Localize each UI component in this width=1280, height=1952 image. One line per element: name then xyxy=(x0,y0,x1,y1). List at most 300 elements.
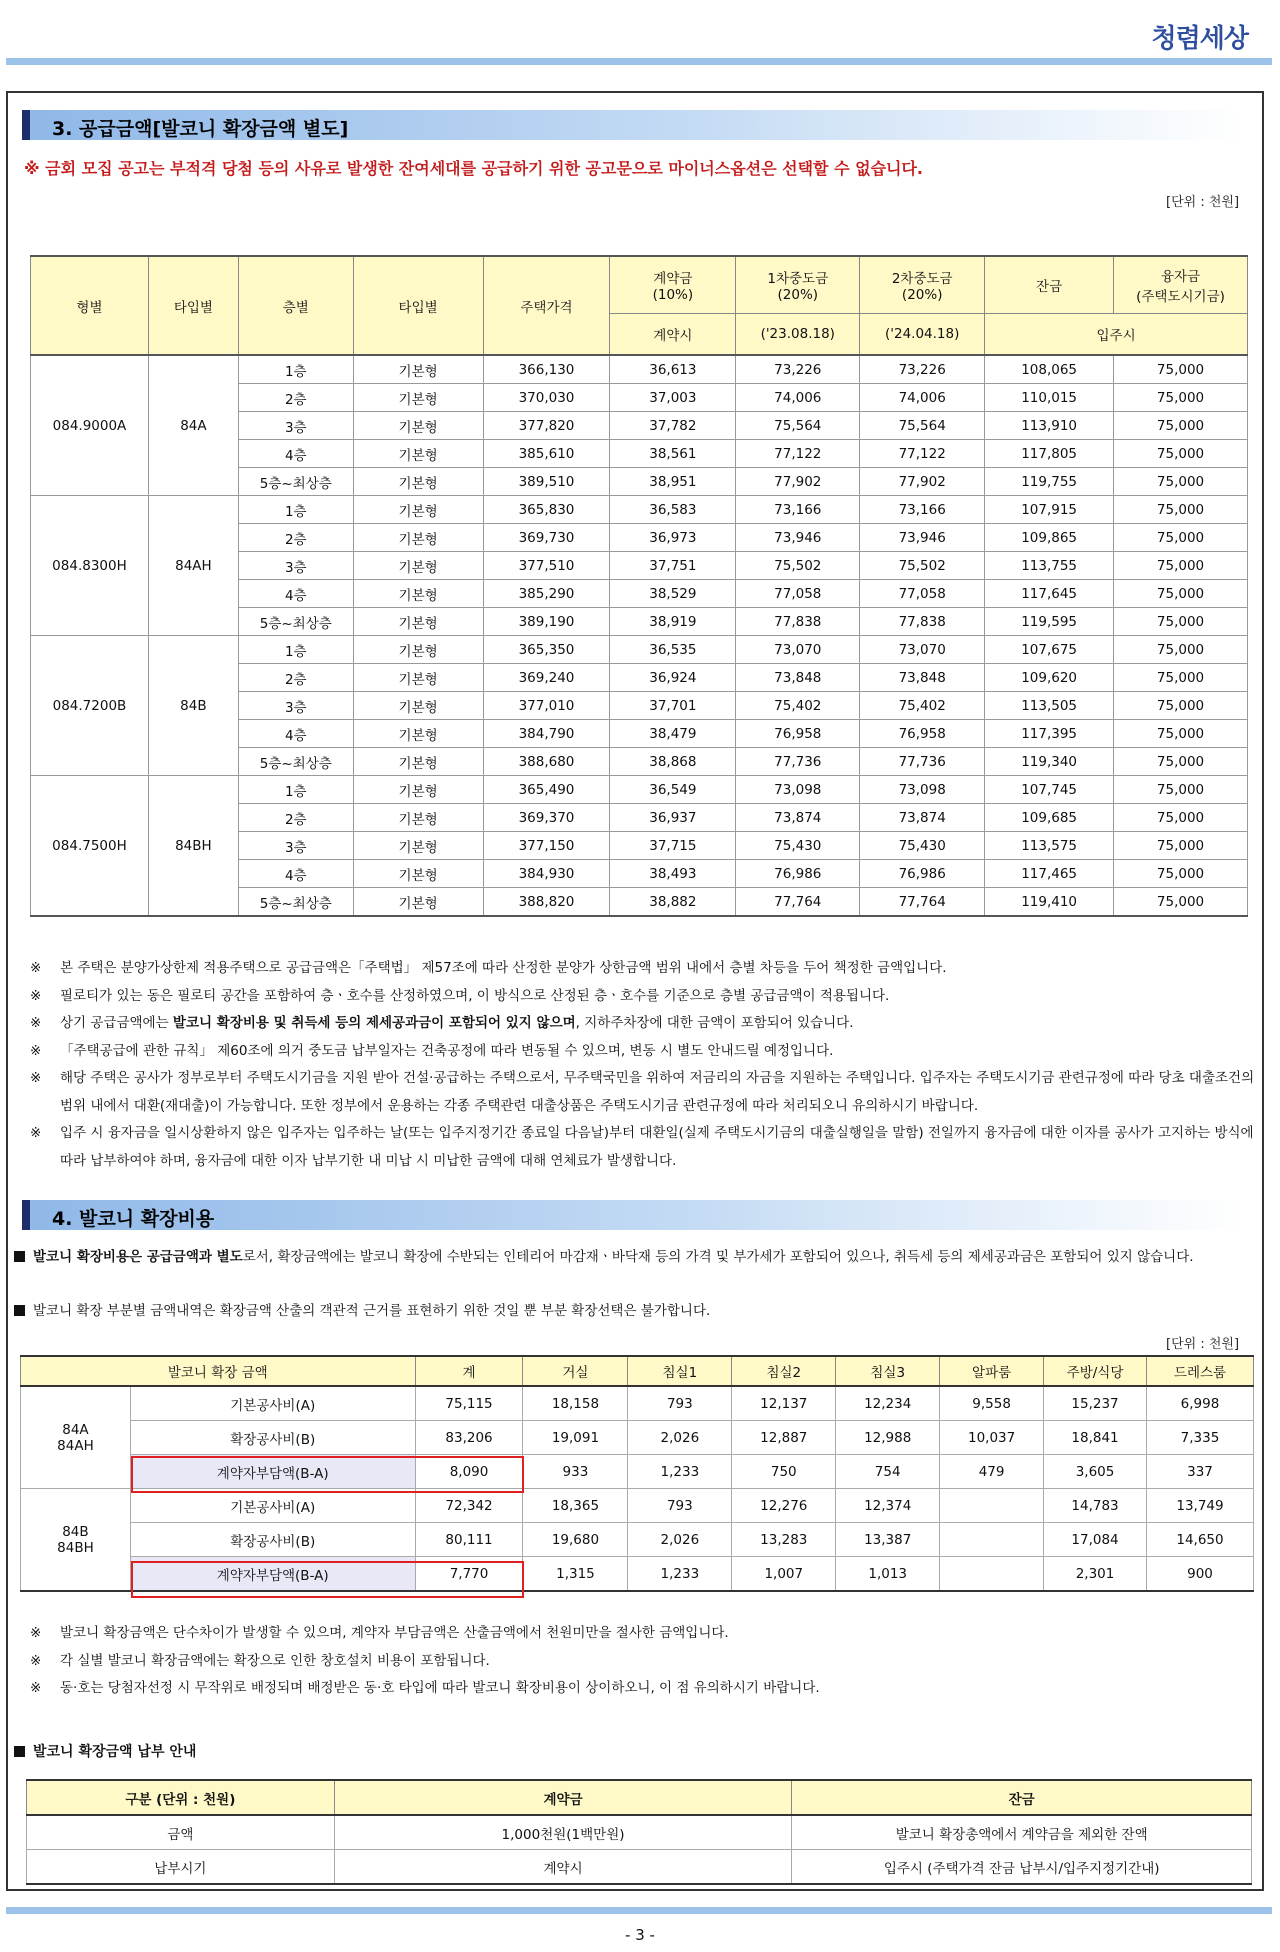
table-cell: 77,764 xyxy=(736,888,860,917)
table-cell: 389,190 xyxy=(483,608,610,636)
table-cell: 75,115 xyxy=(415,1386,523,1421)
type-cell: 84BH xyxy=(148,776,238,917)
balcony-col-header: 발코니 확장 금액 xyxy=(21,1356,416,1386)
table-cell: 73,226 xyxy=(860,355,985,384)
table-cell: 19,091 xyxy=(523,1421,628,1455)
table-cell xyxy=(940,1557,1044,1592)
note-text: 입주 시 융자금을 일시상환하지 않은 입주자는 입주하는 날(또는 입주지정기간 종료일 다음날)부터 대환일(실제 주택도시기금의 대출실행일을 말함) 전일까지 융자금에 대한 이자를 공사가 고지하는 방식에 따라 납부하여야 하며, 융자금에 대한 이자 납부기한 내 미납 시 미납한 금액에 대해 연체료가 발생합니다. xyxy=(60,1125,1254,1169)
table-cell: 38,493 xyxy=(610,860,736,888)
note-mark: ※ xyxy=(30,1652,42,1669)
note-text: 해당 주택은 공사가 정부로부터 주택도시기금을 지원 받아 건설·공급하는 주택으로서, 무주택국민을 위하여 저금리의 자금을 지원하는 주택입니다. 입주자는 주택도시기금 관련규정에 따라 당초 대출조건의 범위 내에서 대환(재대출)이 가능합니다. 또한 정부에서 운용하는 각종 주택관련 대출상품은 주택도시기금 관련규정에 따라 처리되오니 유의하시기 바랍니다. xyxy=(60,1070,1255,1114)
table-row xyxy=(21,1523,1254,1557)
note-item xyxy=(30,1120,1260,1175)
table-cell: 기본형 xyxy=(353,496,483,524)
table-cell: 75,502 xyxy=(860,552,985,580)
type-cell: 84AH xyxy=(148,496,238,636)
table-cell: 1층 xyxy=(238,496,353,524)
table-cell: 37,782 xyxy=(610,412,736,440)
unit-type-cell xyxy=(21,1489,131,1592)
table-cell: 109,620 xyxy=(985,664,1114,692)
balcony-bullet-2: 발코니 확장 부분별 금액내역은 확장금액 산출의 객관적 근거를 표현하기 위한 것일 뿐 부분 확장선택은 불가합니다. xyxy=(14,1298,1264,1325)
table-cell: 기본형 xyxy=(353,384,483,412)
table-cell: 73,848 xyxy=(860,664,985,692)
table-cell: 기본형 xyxy=(353,692,483,720)
table-cell: 2,301 xyxy=(1044,1557,1147,1592)
table-cell: 107,745 xyxy=(985,776,1114,804)
table-cell: 37,701 xyxy=(610,692,736,720)
table-cell: 366,130 xyxy=(483,355,610,384)
table-cell: 83,206 xyxy=(415,1421,523,1455)
payment-guide-table xyxy=(26,1779,1252,1885)
table-cell: 385,610 xyxy=(483,440,610,468)
balcony-cost-table xyxy=(20,1355,1254,1592)
table-cell: 확장공사비(B) xyxy=(130,1421,415,1455)
table-cell: 5층~최상층 xyxy=(238,608,353,636)
logo xyxy=(1152,18,1248,55)
table-cell: 확장공사비(B) xyxy=(130,1523,415,1557)
table-cell: 기본형 xyxy=(353,636,483,664)
table-cell: 750 xyxy=(732,1455,836,1489)
table-cell: 2,026 xyxy=(628,1421,732,1455)
balcony-cost-rows xyxy=(21,1386,1254,1591)
bullet-square-icon xyxy=(14,1746,25,1757)
table-cell: 기본형 xyxy=(353,580,483,608)
type-cell: 84B xyxy=(148,636,238,776)
table-cell: 38,868 xyxy=(610,748,736,776)
table-cell: 337 xyxy=(1147,1455,1254,1489)
table-cell: 75,000 xyxy=(1114,860,1248,888)
table-cell: 38,529 xyxy=(610,580,736,608)
note-text: , 지하주차장에 대한 금액이 포함되어 있습니다. xyxy=(575,1015,854,1031)
table-cell: 1,007 xyxy=(732,1557,836,1592)
note-mark: ※ xyxy=(30,1015,42,1031)
table-cell: 73,166 xyxy=(736,496,860,524)
table-cell: 77,122 xyxy=(860,440,985,468)
table-cell: 36,535 xyxy=(610,636,736,664)
table-cell: 12,276 xyxy=(732,1489,836,1523)
col-model: 형별 xyxy=(31,256,149,355)
table-cell: 1층 xyxy=(238,776,353,804)
table-cell: 1층 xyxy=(238,355,353,384)
table-cell: 76,986 xyxy=(860,860,985,888)
table-cell: 77,736 xyxy=(736,748,860,776)
table-cell: 75,430 xyxy=(736,832,860,860)
table-cell: 1,233 xyxy=(628,1557,732,1592)
table-cell: 납부시기 xyxy=(27,1850,335,1885)
table-cell: 8,090 xyxy=(415,1455,523,1489)
note-text: 동·호는 당첨자선정 시 무작위로 배정되며 배정받은 동·호 타입에 따라 발코니 확장비용이 상이하오니, 이 점 유의하시기 바랍니다. xyxy=(60,1680,820,1696)
table-cell: 75,000 xyxy=(1114,524,1248,552)
table-cell: 4층 xyxy=(238,860,353,888)
note-mark: ※ xyxy=(30,1042,42,1059)
table-cell: 117,395 xyxy=(985,720,1114,748)
table-cell: 75,502 xyxy=(736,552,860,580)
note-mark: ※ xyxy=(30,960,42,976)
section4-title: 4. 발코니 확장비용 xyxy=(52,1208,215,1230)
table-cell: 2층 xyxy=(238,384,353,412)
table-row xyxy=(31,355,1248,384)
table-cell xyxy=(940,1523,1044,1557)
table-cell: 기본형 xyxy=(353,412,483,440)
table-cell: 117,805 xyxy=(985,440,1114,468)
table-cell: 77,902 xyxy=(736,468,860,496)
table-cell: 75,000 xyxy=(1114,384,1248,412)
table-cell: 36,549 xyxy=(610,776,736,804)
note-item xyxy=(30,1675,1260,1703)
table-cell: 금액 xyxy=(27,1815,335,1850)
table-cell: 기본형 xyxy=(353,524,483,552)
balcony-col-header: 침실3 xyxy=(836,1356,940,1386)
table-cell: 75,000 xyxy=(1114,636,1248,664)
table-cell: 75,000 xyxy=(1114,720,1248,748)
table-row xyxy=(21,1455,1254,1489)
note-text: 본 주택은 분양가상한제 적용주택으로 공급금액은「주택법」 제57조에 따라 산정한 분양가 상한금액 범위 내에서 층별 차등을 두어 책정한 금액입니다. xyxy=(60,960,947,976)
table-cell: 1,233 xyxy=(628,1455,732,1489)
table-cell: 377,010 xyxy=(483,692,610,720)
table-cell: 13,283 xyxy=(732,1523,836,1557)
table-cell: 4층 xyxy=(238,720,353,748)
col-kind: 타입별 xyxy=(353,256,483,355)
note-item xyxy=(30,1065,1260,1120)
table-cell: 3,605 xyxy=(1044,1455,1147,1489)
note-text: 발코니 확장금액은 단수차이가 발생할 수 있으며, 계약자 부담금액은 산출금액에서 천원미만을 절사한 금액입니다. xyxy=(60,1625,729,1641)
table-cell: 3층 xyxy=(238,692,353,720)
table-cell: 2층 xyxy=(238,664,353,692)
balcony-col-header: 계 xyxy=(415,1356,523,1386)
table-cell: 13,387 xyxy=(836,1523,940,1557)
note-mark: ※ xyxy=(30,1070,42,1086)
table-cell: 3층 xyxy=(238,412,353,440)
table-cell: 900 xyxy=(1147,1557,1254,1592)
table-row xyxy=(21,1557,1254,1592)
type-cell: 84A xyxy=(148,355,238,496)
table-cell: 12,887 xyxy=(732,1421,836,1455)
table-cell: 기본형 xyxy=(353,355,483,384)
balcony-bullet-1: 발코니 확장비용은 공급금액과 별도로서, 확장금액에는 발코니 확장에 수반되는 인테리어 마감재ㆍ바닥재 등의 가격 및 부가세가 포함되어 있으나, 취득세 등의 제세공과금은 포함되어 있지 않습니다. xyxy=(14,1244,1264,1271)
table-cell: 76,958 xyxy=(860,720,985,748)
table-cell: 37,003 xyxy=(610,384,736,412)
note-item xyxy=(30,1648,1260,1676)
table-cell: 75,000 xyxy=(1114,608,1248,636)
table-cell: 119,595 xyxy=(985,608,1114,636)
table-cell: 75,000 xyxy=(1114,776,1248,804)
table-cell: 38,479 xyxy=(610,720,736,748)
table-cell: 입주시 (주택가격 잔금 납부시/입주지정기간내) xyxy=(792,1850,1252,1885)
table-cell: 72,342 xyxy=(415,1489,523,1523)
note-mark: ※ xyxy=(30,987,42,1004)
table-cell: 384,790 xyxy=(483,720,610,748)
payment-col-header: 구분 (단위 : 천원) xyxy=(27,1780,335,1815)
table-cell: 73,098 xyxy=(736,776,860,804)
table-cell: 73,098 xyxy=(860,776,985,804)
table-cell: 75,000 xyxy=(1114,412,1248,440)
table-cell: 73,226 xyxy=(736,355,860,384)
unit-type-label: 84BH xyxy=(57,1539,94,1556)
table-cell: 기본형 xyxy=(353,776,483,804)
page-number: - 3 - xyxy=(625,1926,655,1944)
section-marker xyxy=(22,1200,30,1230)
when-mid2: ('24.04.18) xyxy=(860,314,985,356)
table-cell: 5층~최상층 xyxy=(238,468,353,496)
table-cell: 37,715 xyxy=(610,832,736,860)
table-cell: 73,166 xyxy=(860,496,985,524)
section3-header xyxy=(22,110,1244,140)
table-cell: 75,000 xyxy=(1114,748,1248,776)
table-row xyxy=(31,636,1248,664)
table-cell: 479 xyxy=(940,1455,1044,1489)
table-cell: 3층 xyxy=(238,832,353,860)
balcony-col-header: 알파룸 xyxy=(940,1356,1044,1386)
table-row xyxy=(21,1386,1254,1421)
note-text: 필로티가 있는 동은 필로티 공간을 포함하여 층ㆍ호수를 산정하였으며, 이 방식으로 산정된 층ㆍ호수를 기준으로 층별 공급금액이 적용됩니다. xyxy=(60,987,890,1004)
table-cell: 75,564 xyxy=(736,412,860,440)
table-cell: 73,848 xyxy=(736,664,860,692)
table-cell: 75,000 xyxy=(1114,355,1248,384)
table-cell: 75,000 xyxy=(1114,440,1248,468)
table-row xyxy=(27,1815,1252,1850)
table-cell: 117,645 xyxy=(985,580,1114,608)
table-cell: 4층 xyxy=(238,580,353,608)
table-cell: 38,919 xyxy=(610,608,736,636)
table-cell: 73,874 xyxy=(736,804,860,832)
table-cell: 73,070 xyxy=(736,636,860,664)
table-cell: 77,058 xyxy=(736,580,860,608)
table-cell: 389,510 xyxy=(483,468,610,496)
note-mark: ※ xyxy=(30,1680,42,1696)
col-balance: 잔금 xyxy=(985,256,1114,314)
note-mark: ※ xyxy=(30,1125,42,1141)
table-cell: 75,000 xyxy=(1114,468,1248,496)
table-cell: 754 xyxy=(836,1455,940,1489)
table-cell: 18,158 xyxy=(523,1386,628,1421)
section4-header xyxy=(22,1200,1244,1230)
section4-notes xyxy=(30,1620,1260,1703)
table-cell: 기본공사비(A) xyxy=(130,1489,415,1523)
note-item xyxy=(30,955,1260,983)
note-text: 「주택공급에 관한 규칙」 제60조에 의거 중도금 납부일자는 건축공정에 따라 변동될 수 있으며, 변동 시 별도 안내드릴 예정입니다. xyxy=(60,1042,834,1059)
model-cell: 084.7500H xyxy=(31,776,149,917)
table-cell: 38,951 xyxy=(610,468,736,496)
table-row xyxy=(31,776,1248,804)
balcony-col-header: 침실1 xyxy=(628,1356,732,1386)
table-cell: 36,583 xyxy=(610,496,736,524)
note-item xyxy=(30,1038,1260,1066)
table-cell: 1,315 xyxy=(523,1557,628,1592)
table-cell: 75,000 xyxy=(1114,804,1248,832)
table-row xyxy=(27,1850,1252,1885)
table-cell xyxy=(940,1489,1044,1523)
table-cell: 73,874 xyxy=(860,804,985,832)
table-cell: 77,838 xyxy=(736,608,860,636)
table-cell: 13,749 xyxy=(1147,1489,1254,1523)
table-cell: 15,237 xyxy=(1044,1386,1147,1421)
col-mid2: 2차중도금 (20%) xyxy=(860,256,985,314)
table-cell: 기본형 xyxy=(353,468,483,496)
table-cell: 37,751 xyxy=(610,552,736,580)
table-cell: 384,930 xyxy=(483,860,610,888)
table-cell: 18,841 xyxy=(1044,1421,1147,1455)
section3-notes xyxy=(30,955,1260,1175)
table-row xyxy=(31,496,1248,524)
table-cell: 75,402 xyxy=(860,692,985,720)
table-cell: 기본형 xyxy=(353,608,483,636)
table-cell: 기본형 xyxy=(353,832,483,860)
table-cell: 113,575 xyxy=(985,832,1114,860)
table-cell: 107,675 xyxy=(985,636,1114,664)
table-cell: 36,613 xyxy=(610,355,736,384)
table-cell: 77,838 xyxy=(860,608,985,636)
table-cell: 1,000천원(1백만원) xyxy=(334,1815,792,1850)
table-cell: 14,650 xyxy=(1147,1523,1254,1557)
table-cell: 18,365 xyxy=(523,1489,628,1523)
table-cell: 110,015 xyxy=(985,384,1114,412)
table-cell: 36,973 xyxy=(610,524,736,552)
table-cell: 109,685 xyxy=(985,804,1114,832)
table-cell: 36,924 xyxy=(610,664,736,692)
table-cell: 75,564 xyxy=(860,412,985,440)
table-cell: 117,465 xyxy=(985,860,1114,888)
table-cell: 12,234 xyxy=(836,1386,940,1421)
table-cell: 4층 xyxy=(238,440,353,468)
table-cell: 10,037 xyxy=(940,1421,1044,1455)
table-cell: 기본형 xyxy=(353,552,483,580)
col-price: 주택가격 xyxy=(483,256,610,355)
note-mark: ※ xyxy=(30,1625,42,1641)
table-cell: 75,000 xyxy=(1114,664,1248,692)
table-cell: 388,820 xyxy=(483,888,610,917)
top-divider xyxy=(6,58,1272,65)
table-cell: 기본형 xyxy=(353,888,483,917)
table-row xyxy=(21,1421,1254,1455)
note-text: 상기 공급금액에는 xyxy=(60,1015,173,1031)
unit-type-label: 84A xyxy=(62,1421,89,1438)
table-cell: 계약자부담액(B-A) xyxy=(130,1455,415,1489)
table-cell: 75,000 xyxy=(1114,580,1248,608)
table-cell: 369,730 xyxy=(483,524,610,552)
table-cell: 3층 xyxy=(238,552,353,580)
table-cell: 38,561 xyxy=(610,440,736,468)
balcony-col-header: 침실2 xyxy=(732,1356,836,1386)
col-type: 타입별 xyxy=(148,256,238,355)
table-cell: 388,680 xyxy=(483,748,610,776)
table-cell: 12,374 xyxy=(836,1489,940,1523)
table-cell: 370,030 xyxy=(483,384,610,412)
table-cell: 113,505 xyxy=(985,692,1114,720)
table-cell: 75,000 xyxy=(1114,832,1248,860)
table-cell: 75,000 xyxy=(1114,692,1248,720)
when-move-in: 입주시 xyxy=(985,314,1248,356)
table-cell: 75,000 xyxy=(1114,888,1248,917)
table-cell: 113,755 xyxy=(985,552,1114,580)
table-cell: 365,830 xyxy=(483,496,610,524)
table-cell: 365,350 xyxy=(483,636,610,664)
table-cell: 12,137 xyxy=(732,1386,836,1421)
table-cell: 119,340 xyxy=(985,748,1114,776)
col-loan: 융자금 (주택도시기금) xyxy=(1114,256,1248,314)
table-cell: 77,122 xyxy=(736,440,860,468)
table-cell: 기본형 xyxy=(353,440,483,468)
table-cell: 기본형 xyxy=(353,748,483,776)
note-item xyxy=(30,983,1260,1011)
table-cell: 108,065 xyxy=(985,355,1114,384)
table-cell: 119,410 xyxy=(985,888,1114,917)
table-cell: 74,006 xyxy=(736,384,860,412)
unit-type-label: 84B xyxy=(62,1523,89,1540)
table-cell: 75,430 xyxy=(860,832,985,860)
table-cell: 119,755 xyxy=(985,468,1114,496)
table-cell: 76,958 xyxy=(736,720,860,748)
table-cell: 377,150 xyxy=(483,832,610,860)
table-cell: 377,820 xyxy=(483,412,610,440)
when-deposit: 계약시 xyxy=(610,314,736,356)
unit-label: [단위 : 천원] xyxy=(1166,195,1240,210)
table-cell: 기본형 xyxy=(353,720,483,748)
unit-type-label: 84AH xyxy=(57,1437,94,1454)
balcony-col-header: 거실 xyxy=(523,1356,628,1386)
table-cell: 12,988 xyxy=(836,1421,940,1455)
unit-type-cell xyxy=(21,1386,131,1489)
table-cell: 77,764 xyxy=(860,888,985,917)
model-cell: 084.8300H xyxy=(31,496,149,636)
table-cell: 7,770 xyxy=(415,1557,523,1592)
payment-col-header: 잔금 xyxy=(792,1780,1252,1815)
table-cell: 2층 xyxy=(238,804,353,832)
table-cell: 109,865 xyxy=(985,524,1114,552)
table-cell: 5층~최상층 xyxy=(238,748,353,776)
table-cell: 14,783 xyxy=(1044,1489,1147,1523)
bullet-square-icon xyxy=(14,1251,25,1262)
table-cell: 73,946 xyxy=(860,524,985,552)
when-mid1: ('23.08.18) xyxy=(736,314,860,356)
supply-price-rows xyxy=(31,355,1248,916)
balcony-col-header: 주방/식당 xyxy=(1044,1356,1147,1386)
table-cell: 73,070 xyxy=(860,636,985,664)
table-cell: 75,402 xyxy=(736,692,860,720)
minus-option-notice: ※ 금회 모집 공고는 부적격 당첨 등의 사유로 발생한 잔여세대를 공급하기 위한 공고문으로 마이너스옵션은 선택할 수 없습니다. xyxy=(24,159,924,178)
table-cell: 36,937 xyxy=(610,804,736,832)
model-cell: 084.9000A xyxy=(31,355,149,496)
table-cell: 1층 xyxy=(238,636,353,664)
table-cell: 377,510 xyxy=(483,552,610,580)
model-cell: 084.7200B xyxy=(31,636,149,776)
table-cell: 385,290 xyxy=(483,580,610,608)
table-cell: 기본형 xyxy=(353,860,483,888)
table-cell: 75,000 xyxy=(1114,552,1248,580)
supply-price-table xyxy=(30,255,1248,917)
table-cell: 기본형 xyxy=(353,804,483,832)
balcony-col-header: 드레스룸 xyxy=(1147,1356,1254,1386)
table-row xyxy=(21,1489,1254,1523)
table-cell: 1,013 xyxy=(836,1557,940,1592)
table-cell: 17,084 xyxy=(1044,1523,1147,1557)
table-cell: 77,058 xyxy=(860,580,985,608)
payment-col-header: 계약금 xyxy=(334,1780,792,1815)
table-cell: 76,986 xyxy=(736,860,860,888)
table-cell: 73,946 xyxy=(736,524,860,552)
table-cell: 계약자부담액(B-A) xyxy=(130,1557,415,1592)
table-cell: 77,736 xyxy=(860,748,985,776)
section3-title: 3. 공급금액[발코니 확장금액 별도] xyxy=(52,118,349,140)
payment-guide-title: 발코니 확장금액 납부 안내 xyxy=(14,1741,196,1761)
table-cell: 7,335 xyxy=(1147,1421,1254,1455)
table-cell: 2층 xyxy=(238,524,353,552)
table-cell: 75,000 xyxy=(1114,496,1248,524)
table-cell: 369,370 xyxy=(483,804,610,832)
bottom-divider xyxy=(6,1907,1272,1914)
table-cell: 80,111 xyxy=(415,1523,523,1557)
table-cell: 기본형 xyxy=(353,664,483,692)
table-cell: 77,902 xyxy=(860,468,985,496)
